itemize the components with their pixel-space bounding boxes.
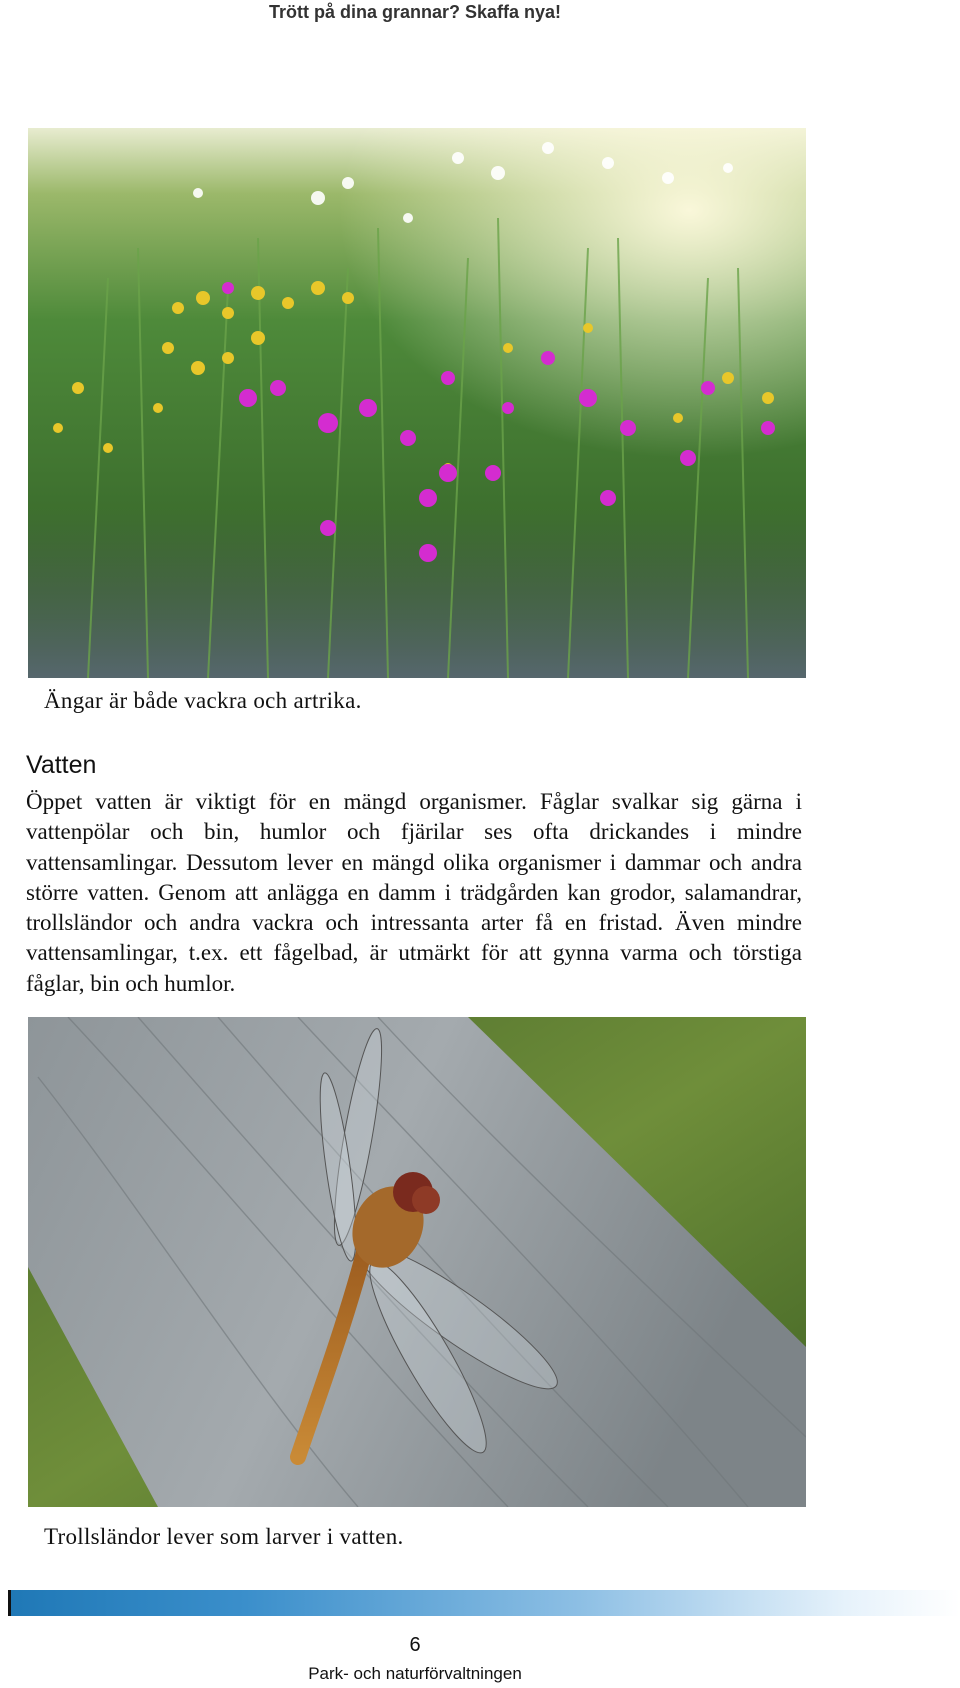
section-heading: Vatten xyxy=(26,751,97,779)
running-header: Trött på dina grannar? Skaffa nya! xyxy=(268,2,562,22)
page-number: 6 xyxy=(409,1634,421,1656)
meadow-caption: Ängar är både vackra och artrika. xyxy=(44,688,362,713)
footer-organization: Park- och naturförvaltningen xyxy=(308,1664,522,1683)
meadow-photo xyxy=(28,128,806,678)
dragonfly-photo xyxy=(28,1017,806,1507)
dragonfly-caption: Trollsländor lever som larver i vatten. xyxy=(44,1524,404,1549)
footer-gradient-bar xyxy=(8,1590,960,1616)
section-paragraph: Öppet vatten är viktigt för en mängd organismer. Fåglar svalkar sig gärna i vattenpölar och bin, humlor och fjärilar ses ofta drickandes i mindre vattensamlingar. Dessutom lever en mängd olika organismer i dammar och andra större vatten. Genom att anlägga en damm i trädgården kan grodor, salamandrar, trollsländor och andra vackra och intressanta arter få en fristad. Även mindre vattensamlingar, t.ex. ett fågelbad, är utmärkt för att gynna varma och törstiga fåglar, bin och humlor. xyxy=(26,789,802,996)
